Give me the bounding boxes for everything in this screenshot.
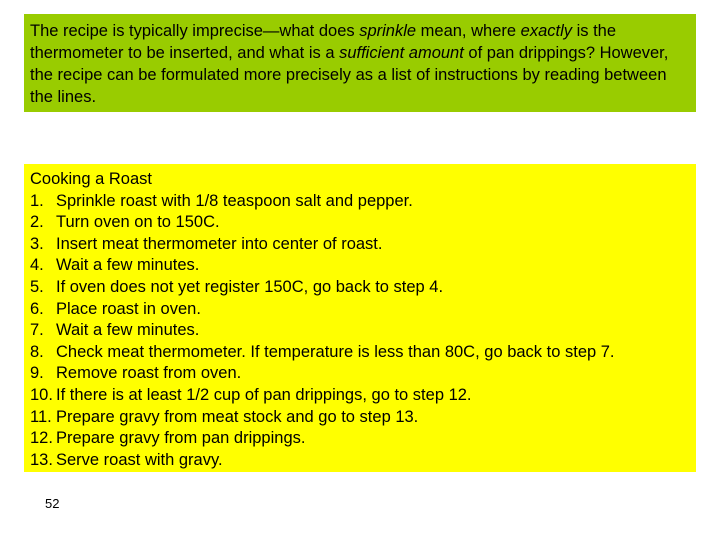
step-number: 10. xyxy=(30,385,53,404)
recipe-step xyxy=(30,407,690,429)
intro-emphasis-sufficient-amount: sufficient amount xyxy=(339,44,464,62)
intro-text-3: is the thermometer to be inserted, and what is a xyxy=(30,22,617,62)
step-text: Turn oven on to 150C. xyxy=(56,213,220,232)
recipe-step xyxy=(30,450,690,472)
step-text: If there is at least 1/2 cup of pan drippings, go to step 12. xyxy=(56,385,472,404)
step-text: Insert meat thermometer into center of roast. xyxy=(56,234,383,253)
step-number: 11. xyxy=(30,407,52,426)
step-text: If oven does not yet register 150C, go back to step 4. xyxy=(56,277,444,296)
intro-emphasis-exactly: exactly xyxy=(520,22,572,40)
step-number: 6. xyxy=(30,299,44,318)
step-number: 13. xyxy=(30,450,53,469)
intro-emphasis-sprinkle: sprinkle xyxy=(359,22,417,40)
step-number: 9. xyxy=(30,364,44,383)
recipe-steps-list xyxy=(30,191,690,472)
step-number: 5. xyxy=(30,277,44,296)
step-text: Prepare gravy from meat stock and go to step 13. xyxy=(56,407,419,426)
recipe-step xyxy=(30,212,690,234)
intro-text-4: of pan drippings? However, the recipe can be formulated more precisely as a list of instructions by reading between the lines. xyxy=(30,44,669,106)
step-text: Prepare gravy from pan drippings. xyxy=(56,429,306,448)
recipe-step xyxy=(30,255,690,277)
step-number: 4. xyxy=(30,256,44,275)
intro-paragraph xyxy=(30,20,690,108)
recipe-step xyxy=(30,363,690,385)
recipe-step xyxy=(30,234,690,256)
recipe-step xyxy=(30,299,690,321)
recipe-step xyxy=(30,385,690,407)
intro-text-1: The recipe is typically imprecise—what does xyxy=(30,22,360,40)
step-number: 2. xyxy=(30,213,44,232)
step-number: 12. xyxy=(30,429,53,448)
step-number: 3. xyxy=(30,234,44,253)
intro-text-2: mean, where xyxy=(416,22,521,40)
recipe-step xyxy=(30,320,690,342)
step-text: Sprinkle roast with 1/8 teaspoon salt and pepper. xyxy=(56,191,413,210)
step-text: Wait a few minutes. xyxy=(56,256,200,275)
step-text: Check meat thermometer. If temperature is less than 80C, go back to step 7. xyxy=(56,342,615,361)
recipe-step xyxy=(30,428,690,450)
step-text: Place roast in oven. xyxy=(56,299,201,318)
step-number: 8. xyxy=(30,342,44,361)
recipe-step xyxy=(30,191,690,213)
page-number: 52 xyxy=(45,496,60,511)
step-text: Serve roast with gravy. xyxy=(56,450,223,469)
recipe-step xyxy=(30,277,690,299)
recipe-box xyxy=(24,164,696,472)
recipe-title: Cooking a Roast xyxy=(30,170,152,188)
recipe-step xyxy=(30,342,690,364)
intro-box xyxy=(24,14,696,112)
step-number: 1. xyxy=(30,191,44,210)
step-text: Remove roast from oven. xyxy=(56,364,242,383)
step-number: 7. xyxy=(30,321,44,340)
step-text: Wait a few minutes. xyxy=(56,321,200,340)
